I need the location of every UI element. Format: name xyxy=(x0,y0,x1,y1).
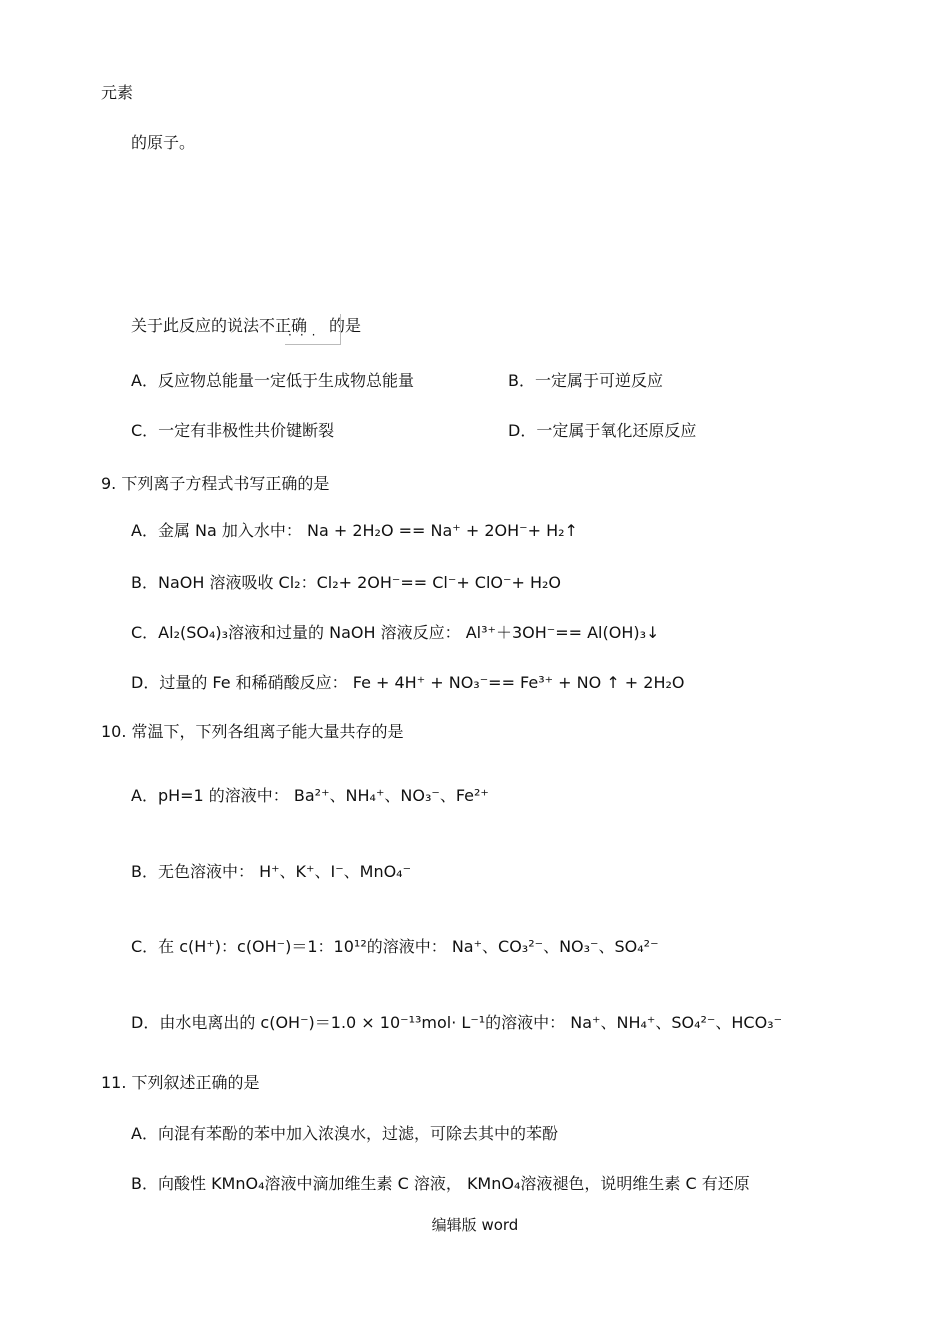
q8-option-d: D．一定属于氧化还原反应 xyxy=(508,421,697,440)
q10-stem: 10. 常温下，下列各组离子能大量共存的是 xyxy=(101,722,404,741)
q9-option-a: A．金属 Na 加入水中： Na + 2H₂O == Na⁺ + 2OH⁻+ H₂↑ xyxy=(131,521,578,540)
q9-option-c: C．Al₂(SO₄)₃溶液和过量的 NaOH 溶液反应： Al³⁺＋3OH⁻== Al(OH)₃↓ xyxy=(131,623,660,642)
q11-option-a: A．向混有苯酚的苯中加入浓溴水，过滤，可除去其中的苯酚 xyxy=(131,1124,558,1143)
page-footer: 编辑版 word xyxy=(431,1216,519,1234)
q9-option-d: D．过量的 Fe 和稀硝酸反应： Fe + 4H⁺ + NO₃⁻== Fe³⁺ + NO ↑ + 2H₂O xyxy=(131,673,685,692)
q8-stem-suffix: 的是 xyxy=(329,316,362,335)
q8-stem-emphasis: 不正确 xyxy=(259,316,308,335)
q8-option-c: C．一定有非极性共价键断裂 xyxy=(131,421,335,440)
q10-option-a: A．pH=1 的溶液中： Ba²⁺、NH₄⁺、NO₃⁻、Fe²⁺ xyxy=(131,786,489,805)
q8-option-b: B．一定属于可逆反应 xyxy=(508,371,663,390)
q11-option-b: B．向酸性 KMnO₄溶液中滴加维生素 C 溶液， KMnO₄溶液褪色，说明维生素 C 有还原 xyxy=(131,1174,750,1193)
q10-option-d: D．由水电离出的 c(OH⁻)＝1.0 × 10⁻¹³mol· L⁻¹的溶液中： Na⁺、NH₄⁺、SO₄²⁻、HCO₃⁻ xyxy=(131,1013,783,1032)
q8-option-a: A．反应物总能量一定低于生成物总能量 xyxy=(131,371,414,390)
q11-stem: 11. 下列叙述正确的是 xyxy=(101,1073,260,1092)
q10-option-b: B．无色溶液中： H⁺、K⁺、I⁻、MnO₄⁻ xyxy=(131,862,412,881)
q8-stem-prefix: 关于此反应的说法 xyxy=(131,316,260,335)
text-line-element: 元素 xyxy=(101,83,134,102)
q9-option-b: B．NaOH 溶液吸收 Cl₂：Cl₂+ 2OH⁻== Cl⁻+ ClO⁻+ H₂O xyxy=(131,573,561,592)
q9-stem: 9. 下列离子方程式书写正确的是 xyxy=(101,474,330,493)
emphasis-dots: ··· xyxy=(288,328,324,342)
text-line-atom: 的原子。 xyxy=(131,133,196,152)
q10-option-c: C．在 c(H⁺)：c(OH⁻)＝1：10¹²的溶液中： Na⁺、CO₃²⁻、NO₃⁻、SO₄²⁻ xyxy=(131,937,659,956)
